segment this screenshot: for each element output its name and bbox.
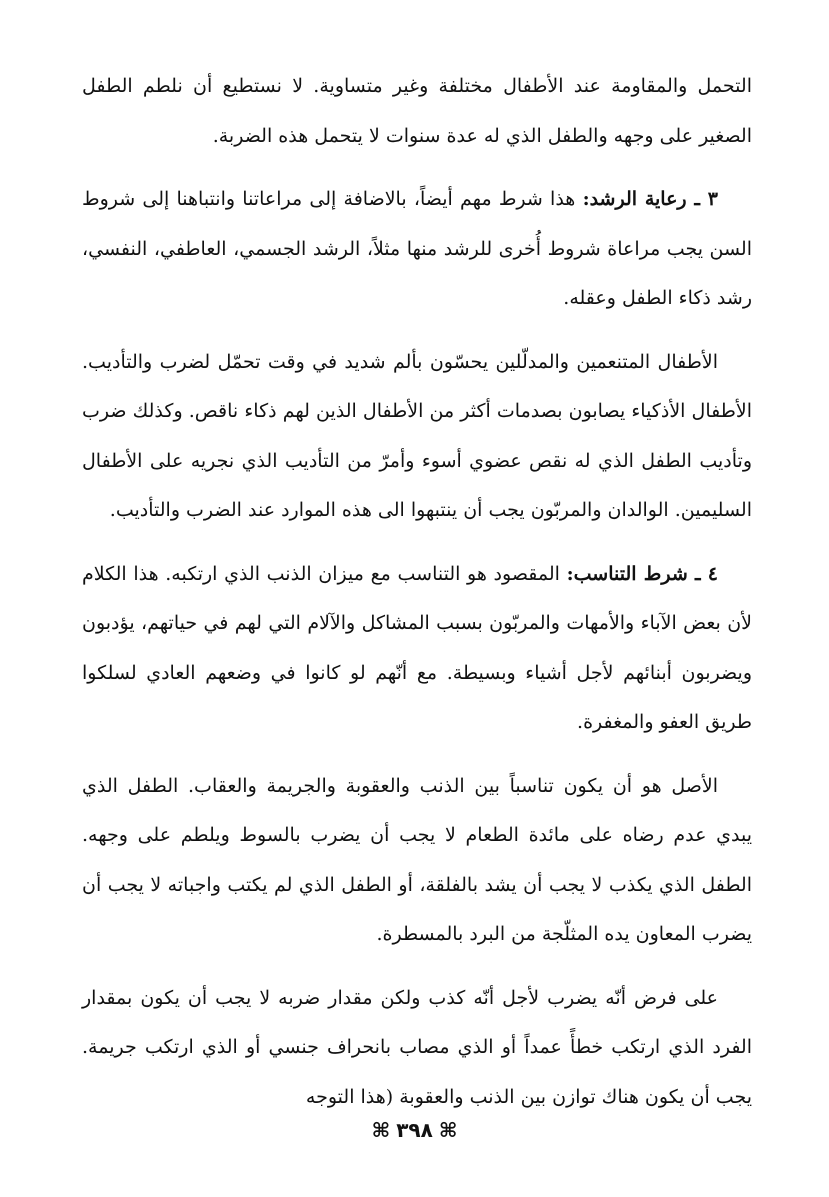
paragraph-2-text: هذا شرط مهم أيضاً، بالاضافة إلى مراعاتنا وانتباهنا إلى شروط السن يجب مراعاة شروط أُخرى للرشد منها مثلاً، الرشد الجسمي، العاطفي، النفسي، رشد ذكاء الطفل وعقله. <box>82 188 752 309</box>
paragraph-1-text: التحمل والمقاومة عند الأطفال مختلفة وغير متساوية. لا نستطيع أن نلطم الطفل الصغير على وجهه والطفل الذي له عدة سنوات لا يتحمل هذه الضربة. <box>82 75 752 147</box>
paragraph-2-heading: ٣ ـ رعاية الرشد: <box>582 188 718 210</box>
paragraph-3-text: الأطفال المتنعمين والمدلّلين يحسّون بألم شديد في وقت تحمّل لضرب والتأديب. الأطفال الأذكياء يصابون بصدمات أكثر من الأطفال الذين لهم ذكاء ناقص. وكذلك ضرب وتأديب الطفل الذي له نقص عضوي أسوء وأمرّ من التأديب الذي نجريه على الأطفال السليمين. الوالدان والمربّون يجب أن ينتبهوا الى هذه الموارد عند الضرب والتأديب. <box>82 350 752 521</box>
paragraph-6-text: على فرض أنّه يضرب لأجل أنّه كذب ولكن مقدار ضربه لا يجب أن يكون بمقدار الفرد الذي ارتكب خطأً عمداً أو الذي مصاب بانحراف جنسي أو الذي ارتكب جريمة. يجب أن يكون هناك توازن بين الذنب والعقوبة (هذا التوجه <box>82 986 752 1108</box>
page-footer <box>0 1118 829 1142</box>
paragraph-6 <box>82 974 752 1123</box>
paragraph-4-heading: ٤ ـ شرط التناسب: <box>566 562 718 585</box>
paragraph-4-text: المقصود هو التناسب مع ميزان الذنب الذي ارتكبه. هذا الكلام لأن بعض الآباء والأمهات والمربّون بسبب المشاكل والآلام التي لهم في حياتهم، يؤدبون ويضربون أبنائهم لأجل أشياء وبسيطة. مع أنّهم لو كانوا في وضعهم العادي لسلكوا طريق العفو والمغفرة. <box>82 562 752 733</box>
paragraph-5 <box>82 762 752 960</box>
ornament-right-icon: ⌘ <box>438 1118 458 1142</box>
ornament-left-icon: ⌘ <box>371 1118 391 1142</box>
paragraph-5-text: الأصل هو أن يكون تناسباً بين الذنب والعقوبة والجريمة والعقاب. الطفل الذي يبدي عدم رضاه على مائدة الطعام لا يجب أن يضرب بالسوط ويلطم على وجهه. الطفل الذي يكذب لا يجب أن يشد بالفلقة، أو الطفل الذي لم يكتب واجباته لا يجب أن يضرب المعاون يده المثلّجة من البرد بالمسطرة. <box>82 774 752 945</box>
paragraph-1 <box>82 62 752 161</box>
page-body <box>82 62 752 1136</box>
paragraph-3 <box>82 338 752 536</box>
paragraph-2 <box>82 175 752 324</box>
paragraph-4 <box>82 550 752 748</box>
page-number: ٣٩٨ <box>396 1118 433 1142</box>
